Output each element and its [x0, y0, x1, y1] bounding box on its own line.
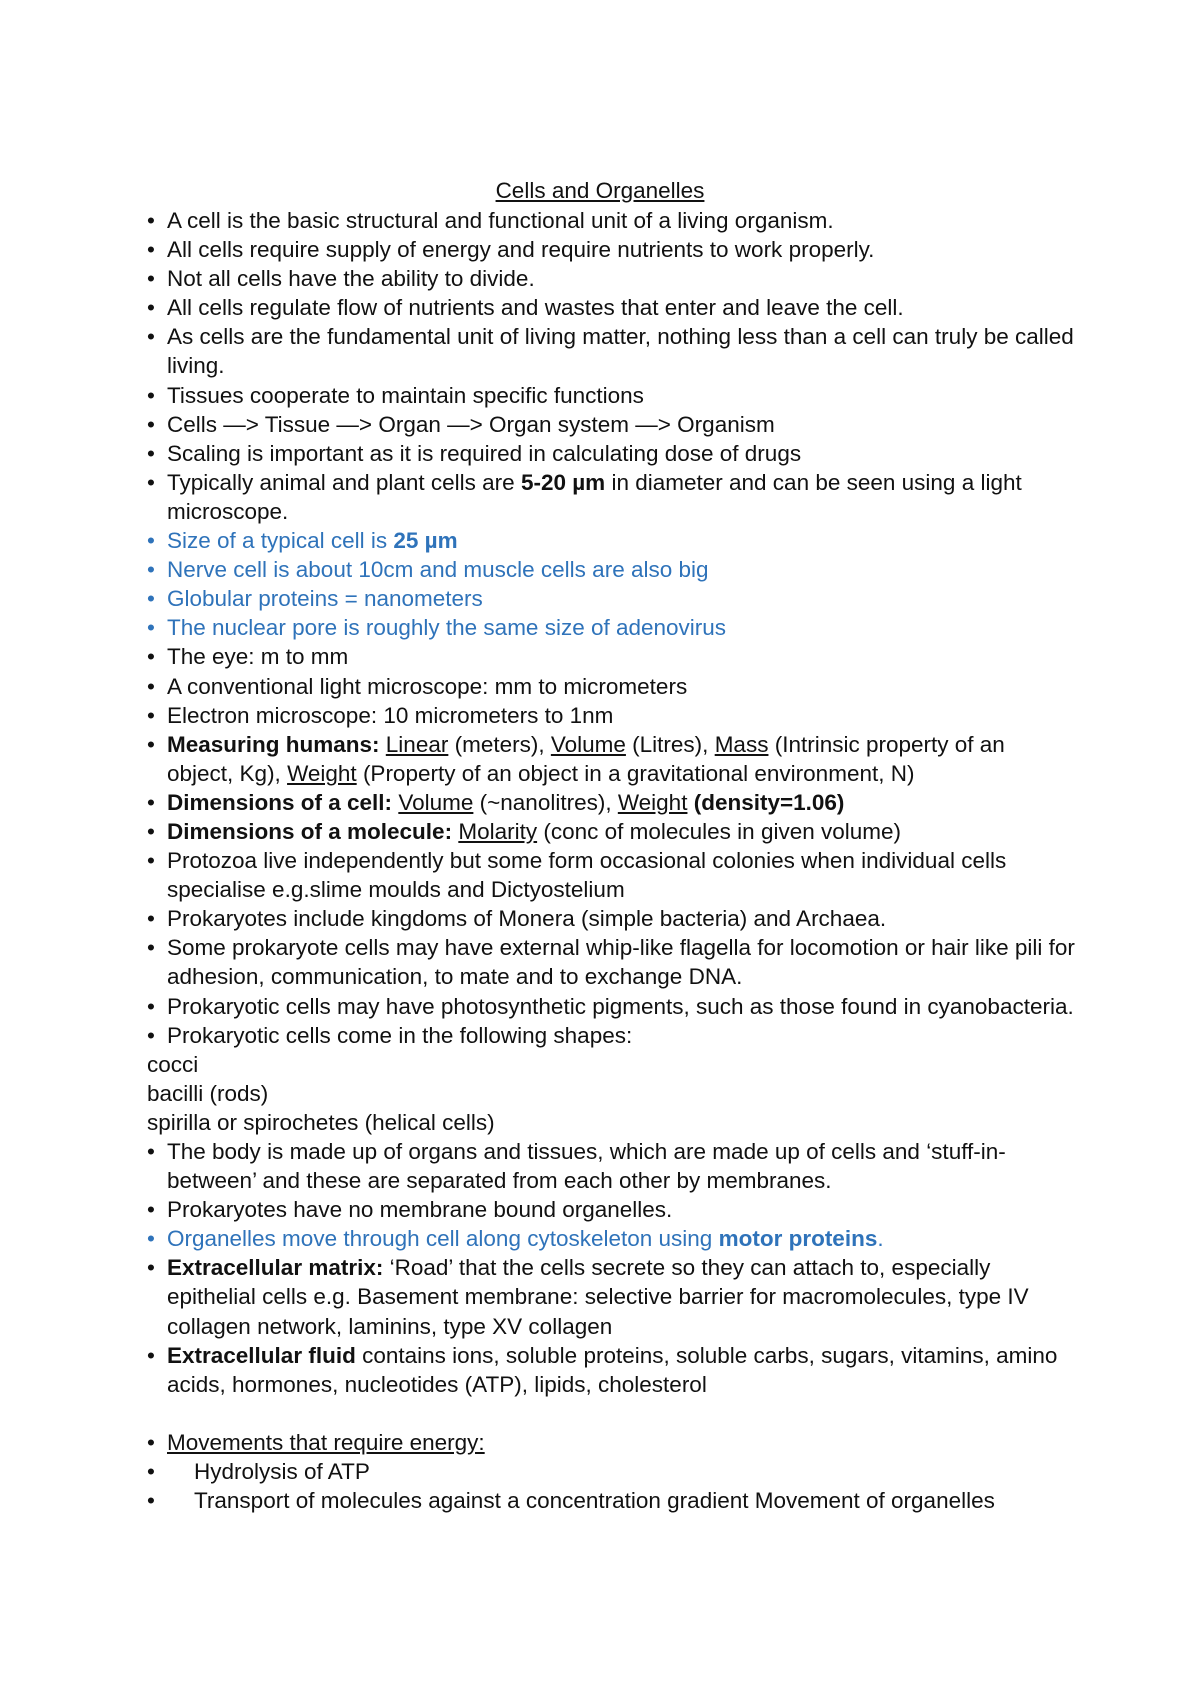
bold-text: motor proteins: [718, 1226, 878, 1252]
text-run: bacilli (rods): [147, 1080, 269, 1106]
text-run: Organelles move through cell along cytoskeleton using: [167, 1226, 719, 1252]
plain-line: [147, 1050, 1077, 1079]
bullet-item: [147, 293, 1077, 322]
bold-text: Dimensions of a molecule:: [167, 818, 453, 844]
underlined-text: Linear: [385, 731, 449, 757]
text-run: .: [877, 1226, 884, 1252]
bullet-marker: •: [147, 789, 155, 815]
bullet-marker: •: [147, 557, 155, 583]
text-run: A conventional light microscope: mm to micrometers: [167, 673, 688, 699]
bullet-item: [147, 846, 1077, 904]
text-run: Nerve cell is about 10cm and muscle cells are also big: [167, 557, 709, 583]
bullet-marker: •: [147, 1022, 155, 1048]
text-run: contains ions, soluble proteins, soluble carbs, sugars, vitamins, amino acids, hormones, nucleotides (ATP), lipids, cholesterol: [167, 1342, 1058, 1397]
bullet-marker: •: [147, 411, 155, 437]
bullet-marker: •: [147, 1197, 155, 1223]
bullet-item: [147, 1224, 1077, 1253]
text-run: (Intrinsic property of an object, Kg),: [167, 731, 1005, 786]
bullet-marker: •: [147, 1255, 155, 1281]
text-run: in diameter and can be seen using a light microscope.: [167, 469, 1022, 524]
text-run: (conc of molecules in given volume): [537, 818, 902, 844]
text-run: Prokaryotic cells come in the following shapes:: [167, 1022, 633, 1048]
bullet-item: [147, 817, 1077, 846]
bullet-marker: •: [147, 469, 155, 495]
bullet-item: [147, 642, 1077, 671]
bullet-marker: •: [147, 1226, 155, 1252]
bullet-marker: •: [147, 528, 155, 554]
blank-line: [147, 1399, 1077, 1428]
bullet-marker: •: [147, 993, 155, 1019]
bullet-marker: •: [147, 1342, 155, 1368]
text-run: Scaling is important as it is required in calculating dose of drugs: [167, 440, 802, 466]
text-run: Prokaryotes have no membrane bound organelles.: [167, 1197, 673, 1223]
bullet-item: [147, 555, 1077, 584]
bullet-item: [147, 1195, 1077, 1224]
bold-text: Extracellular fluid: [167, 1342, 356, 1368]
text-run: Transport of molecules against a concentration gradient Movement of organelles: [194, 1488, 995, 1514]
bullet-marker: •: [147, 382, 155, 408]
bullet-item: [147, 1253, 1077, 1340]
bullet-item: [147, 1341, 1077, 1399]
bullet-marker: •: [147, 1429, 155, 1455]
bullet-item: [147, 410, 1077, 439]
text-run: Typically animal and plant cells are: [167, 469, 521, 495]
bullet-item: [147, 584, 1077, 613]
bullet-marker: •: [147, 440, 155, 466]
bullet-item: [147, 904, 1077, 933]
bullet-marker: •: [147, 1488, 155, 1514]
underlined-text: Weight: [287, 760, 357, 786]
bullet-marker: •: [147, 906, 155, 932]
bullet-marker: •: [147, 1459, 155, 1485]
bullet-marker: •: [147, 673, 155, 699]
plain-line: [147, 1108, 1077, 1137]
bullet-item: [147, 1428, 1077, 1457]
plain-line: [147, 1079, 1077, 1108]
text-run: As cells are the fundamental unit of living matter, nothing less than a cell can truly be called living.: [167, 324, 1074, 379]
bullet-marker: •: [147, 266, 155, 292]
bold-text: Extracellular matrix:: [167, 1255, 384, 1281]
text-run: Electron microscope: 10 micrometers to 1nm: [167, 702, 614, 728]
bullet-marker: •: [147, 208, 155, 233]
bullet-marker: •: [147, 586, 155, 612]
text-run: Some prokaryote cells may have external whip-like flagella for locomotion or hair like pili for adhesion, communication, to mate and to exchange DNA.: [167, 935, 1075, 990]
underlined-text: Volume: [550, 731, 626, 757]
underlined-text: Molarity: [458, 818, 538, 844]
bold-text: (density=1.06): [693, 789, 845, 815]
text-run: All cells require supply of energy and require nutrients to work properly.: [167, 237, 875, 263]
text-run: spirilla or spirochetes (helical cells): [147, 1109, 495, 1135]
text-run: (~nanolitres),: [473, 789, 618, 815]
bullet-marker: •: [147, 1139, 155, 1164]
bullet-item: [147, 701, 1077, 730]
text-run: The eye: m to mm: [167, 644, 349, 670]
bullet-item: [147, 613, 1077, 642]
underlined-text: Volume: [398, 789, 474, 815]
bullet-item: [147, 322, 1077, 380]
text-run: A cell is the basic structural and functional unit of a living organism.: [167, 208, 834, 233]
bullet-marker: •: [147, 237, 155, 263]
notes-list: [147, 206, 1077, 1515]
text-run: Size of a typical cell is: [167, 528, 394, 554]
bold-text: 5-20 µm: [520, 469, 606, 495]
bold-text: 25 µm: [393, 528, 458, 554]
text-run: Not all cells have the ability to divide.: [167, 266, 535, 292]
bullet-item: [147, 1457, 1077, 1486]
text-run: cocci: [147, 1051, 199, 1077]
bold-text: Dimensions of a cell:: [167, 789, 393, 815]
text-run: ‘Road’ that the cells secrete so they can attach to, especially epithelial cells e.g. Basement membrane: selective barrier for macromolecules, type IV collagen network, laminins, type XV collagen: [167, 1255, 1029, 1339]
underlined-text: Movements that require energy:: [167, 1429, 485, 1455]
bullet-item: [147, 206, 1077, 235]
text-run: (Litres),: [625, 731, 715, 757]
bullet-item: [147, 1486, 1077, 1515]
bullet-item: [147, 468, 1077, 526]
bullet-item: [147, 1021, 1077, 1050]
bullet-item: [147, 672, 1077, 701]
bullet-item: [147, 788, 1077, 817]
text-run: All cells regulate flow of nutrients and wastes that enter and leave the cell.: [167, 295, 904, 321]
bullet-item: [147, 992, 1077, 1021]
text-run: The nuclear pore is roughly the same size of adenovirus: [167, 615, 727, 641]
bullet-item: [147, 264, 1077, 293]
bullet-item: [147, 730, 1077, 788]
underlined-text: Weight: [617, 789, 688, 815]
bullet-marker: •: [147, 295, 155, 321]
bullet-marker: •: [147, 848, 155, 874]
text-run: Globular proteins = nanometers: [167, 586, 483, 612]
bullet-item: [147, 1137, 1077, 1195]
bullet-marker: •: [147, 731, 155, 757]
bullet-item: [147, 381, 1077, 410]
bullet-marker: •: [147, 644, 155, 670]
text-run: Cells —> Tissue —> Organ —> Organ system —> Organism: [167, 411, 775, 437]
bullet-item: [147, 933, 1077, 991]
bullet-marker: •: [147, 702, 155, 728]
text-run: Prokaryotic cells may have photosynthetic pigments, such as those found in cyanobacteria.: [167, 993, 1074, 1019]
bullet-marker: •: [147, 935, 155, 961]
bullet-marker: •: [147, 615, 155, 641]
bold-text: Measuring humans:: [167, 731, 380, 757]
bullet-item: [147, 439, 1077, 468]
text-run: Tissues cooperate to maintain specific functions: [167, 382, 644, 408]
bullet-marker: •: [147, 324, 155, 350]
bullet-marker: •: [147, 818, 155, 844]
text-run: Hydrolysis of ATP: [194, 1459, 370, 1485]
text-run: The body is made up of organs and tissues, which are made up of cells and ‘stuff-in-between’ and these are separated from each other by membranes.: [167, 1139, 1006, 1194]
text-run: (Property of an object in a gravitational environment, N): [356, 760, 915, 786]
bullet-item: [147, 526, 1077, 555]
bullet-item: [147, 235, 1077, 264]
text-run: Protozoa live independently but some form occasional colonies when individual cells specialise e.g.slime moulds and Dictyostelium: [167, 848, 1007, 903]
page-title: Cells and Organelles: [495, 178, 705, 203]
text-run: (meters),: [448, 731, 551, 757]
text-run: Prokaryotes include kingdoms of Monera (simple bacteria) and Archaea.: [167, 906, 887, 932]
underlined-text: Mass: [714, 731, 769, 757]
